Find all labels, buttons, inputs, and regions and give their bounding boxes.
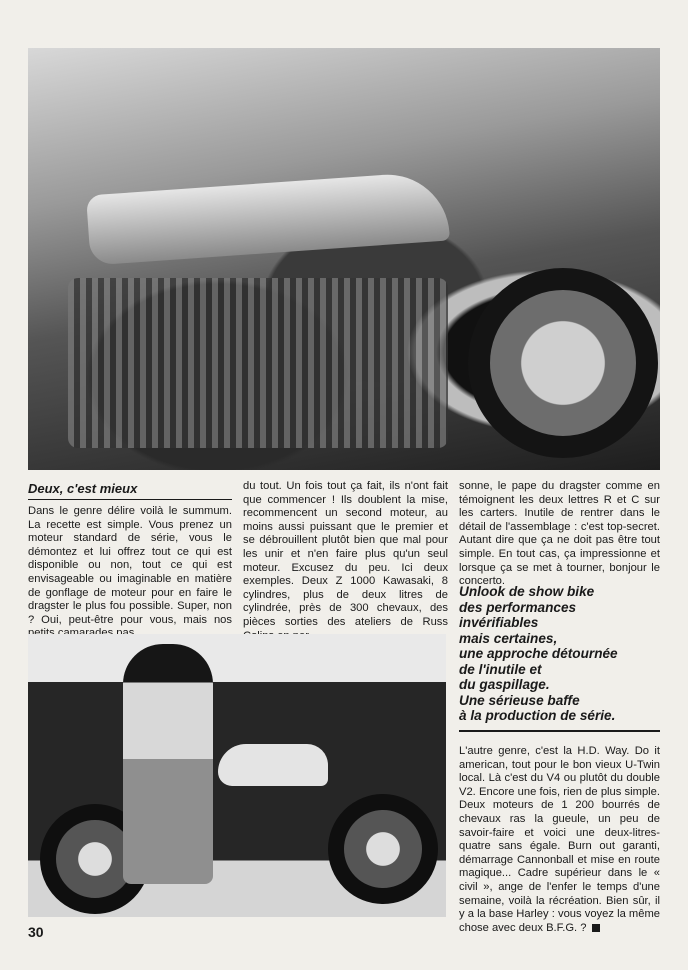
page-number: 30 <box>28 924 44 940</box>
pull-quote-line: invérifiables <box>459 615 539 630</box>
photo-bike-tank <box>218 744 328 786</box>
paragraph: sonne, le pape du dragster comme en témoignent les deux lettres R et C sur les carters. Inutile de rentrer dans le détail de l'assemblage : c'est top-secret. Autant dire que ça ne doit pas être tout simple. En tout cas, ça impressionne et lorsque ça se met à tourner, bonjour le concerto. <box>459 480 660 588</box>
paragraph: Dans le genre délire voilà le summum. La recette est simple. Vous prenez un moteur standard de série, vous le démontez et lui offrez tout ce qui est disponible ou non, tout ce qui est envisageable ou imaginable en matière de gonflage de moteur pour en faire le dragster le plus fou possible. Super, non ? Oui, peut-être pour vous, mais nos <box>28 505 232 626</box>
pull-quote-line: Unlook de show bike <box>459 584 595 599</box>
pull-quote <box>459 584 660 732</box>
section-heading: Deux, c'est mieux <box>28 481 232 500</box>
pull-quote-line: à la production de série. <box>459 708 616 723</box>
pull-quote-line: mais certaines, <box>459 630 558 646</box>
photo-rider <box>123 644 213 884</box>
text-column-2 <box>243 480 448 643</box>
photo-front-wheel <box>328 794 438 904</box>
photo-engine-detail <box>68 278 448 448</box>
pull-quote-line: une approche détournée <box>459 646 618 661</box>
pull-quote-line: Une sérieuse baffe <box>459 692 580 708</box>
pull-quote-line: des performances <box>459 599 577 615</box>
photo-harley-rider <box>28 634 446 917</box>
text-column-3 <box>459 480 660 589</box>
photo-dragster-motorcycle <box>28 48 660 470</box>
text-column-1 <box>28 505 232 641</box>
photo-front-wheel <box>468 268 658 458</box>
paragraph-text: L'autre genre, c'est la H.D. Way. Do it american, tout pour le bon vieux U-Twin local. Là c'est du V4 ou plutôt du double V2. Encore une fois, rien de plus simple. Deux moteurs de 1 200 bourrés de chevaux ras la gueule, un peu de savoir-faire et voici une deux-litres-quatre sans égale. Burn out garanti, démarrage Cannonball et mise en route magique... Cadre supérieur dans le « civil », ange de l'enfer le temps d'une semaine, voilà la récréation. Bien sûr, il y a la base Harley : vous voyez la même chose avec deux B.F.G. ? <box>459 745 660 934</box>
text-column-3-lower <box>459 745 660 935</box>
pull-quote-line: de l'inutile et <box>459 661 542 677</box>
end-of-article-mark <box>592 924 600 932</box>
photo-fuel-tank <box>86 171 450 266</box>
pull-quote-line: du gaspillage. <box>459 677 550 692</box>
paragraph: du tout. Un fois tout ça fait, ils n'ont fait que commencer ! Ils doublent la mise, recommencent un second moteur, au moins aussi puissant que le premier et se débrouillent plutôt bien que mal pour les unir et n'en faire plus qu'un seul moteur. Excusez du peu. Ici deux exemples. Deux Z 1000 Kawasaki, 8 cylindres, plus de deux litres de cylindrée, près de 300 chevaux, des pièces sorties des ateliers de Russ <box>243 480 448 628</box>
paragraph <box>459 745 660 935</box>
